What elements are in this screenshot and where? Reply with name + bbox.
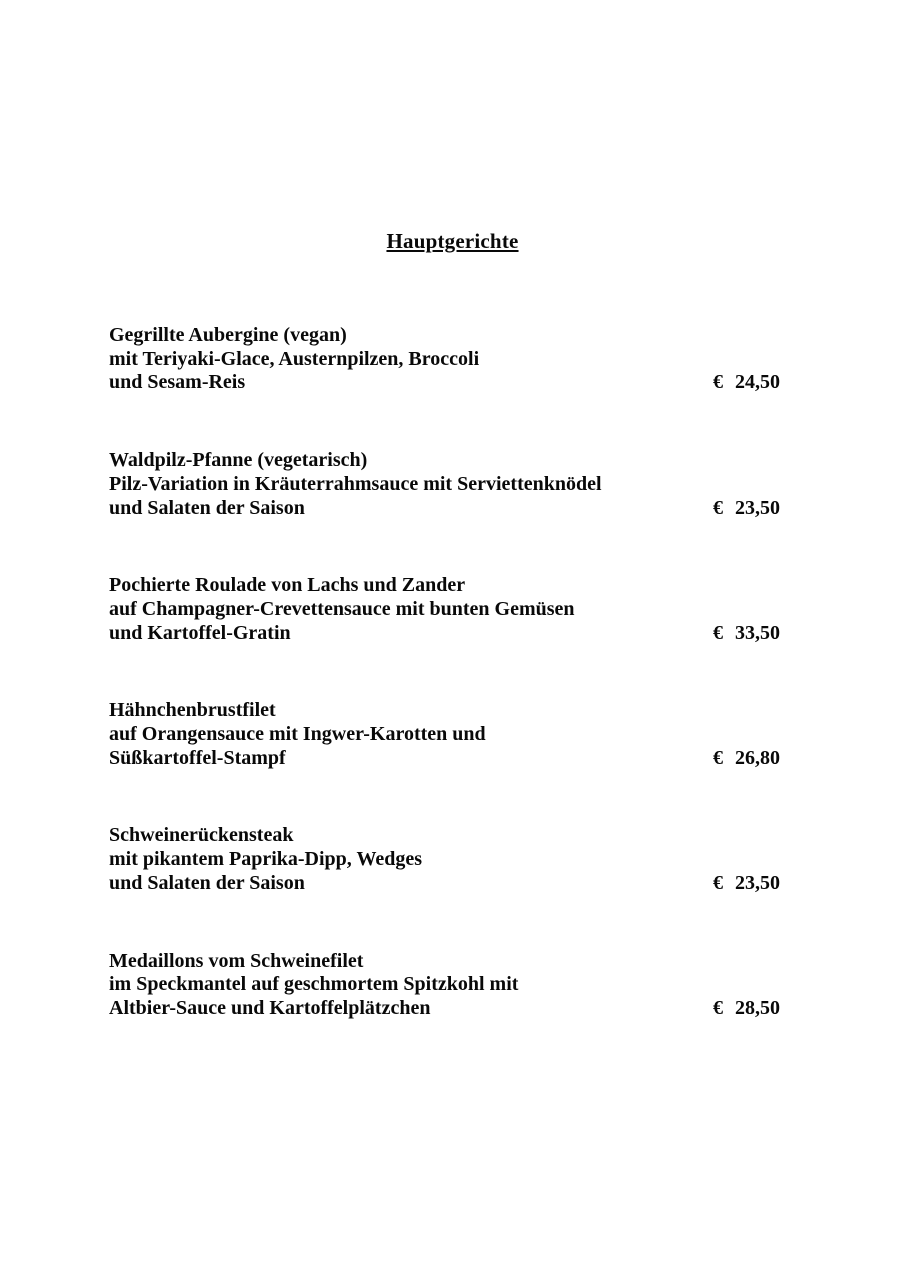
dish-description: und Kartoffel-Gratin [109,621,291,644]
dish-description: mit Teriyaki-Glace, Austernpilzen, Broccoli [109,347,480,370]
dish-name: Gegrillte Aubergine (vegan) [109,324,347,346]
currency-symbol: € [713,871,723,894]
dish-description: und Salaten der Saison [109,871,305,894]
dish-price [713,747,780,771]
dish-name: Waldpilz-Pfanne (vegetarisch) [109,449,368,472]
dish-name: Schweinerückensteak [109,824,294,847]
price-amount: 33,50 [735,621,780,644]
menu-item [109,824,780,895]
dish-name: Hähnchenbrustfilet [109,699,276,722]
page-title: Hauptgerichte [386,229,519,253]
currency-symbol: € [713,996,723,1019]
currency-symbol: € [713,621,723,644]
price-amount: 23,50 [735,496,780,519]
menu-item [109,950,780,1021]
price-amount: 24,50 [735,371,780,394]
menu-item [109,699,780,770]
currency-symbol: € [713,746,723,769]
dish-description: auf Orangensauce mit Ingwer-Karotten und [109,723,486,746]
dish-price [713,497,780,521]
dish-description: Süßkartoffel-Stampf [109,746,286,769]
dish-description: und Sesam-Reis [109,371,246,394]
dish-price [713,622,780,646]
dish-description: auf Champagner-Crevettensauce mit bunten Gemüsen [109,597,575,620]
dish-price [713,997,780,1021]
price-amount: 26,80 [735,746,780,769]
currency-symbol: € [713,371,723,394]
dish-name: Medaillons vom Schweinefilet [109,949,364,972]
dish-name: Pochierte Roulade von Lachs und Zander [109,574,466,597]
menu-item [109,449,780,520]
price-amount: 28,50 [735,996,780,1019]
menu-item [109,574,780,645]
dish-description: Pilz-Variation in Kräuterrahmsauce mit Serviettenknödel [109,472,602,495]
menu-item [109,324,780,395]
dish-price [713,872,780,896]
dish-description: mit pikantem Paprika-Dipp, Wedges [109,848,422,871]
dish-description: Altbier-Sauce und Kartoffelplätzchen [109,996,431,1019]
dish-price [713,371,780,395]
dish-description: und Salaten der Saison [109,496,305,519]
price-amount: 23,50 [735,871,780,894]
dish-description: im Speckmantel auf geschmortem Spitzkohl mit [109,973,519,996]
currency-symbol: € [713,496,723,519]
